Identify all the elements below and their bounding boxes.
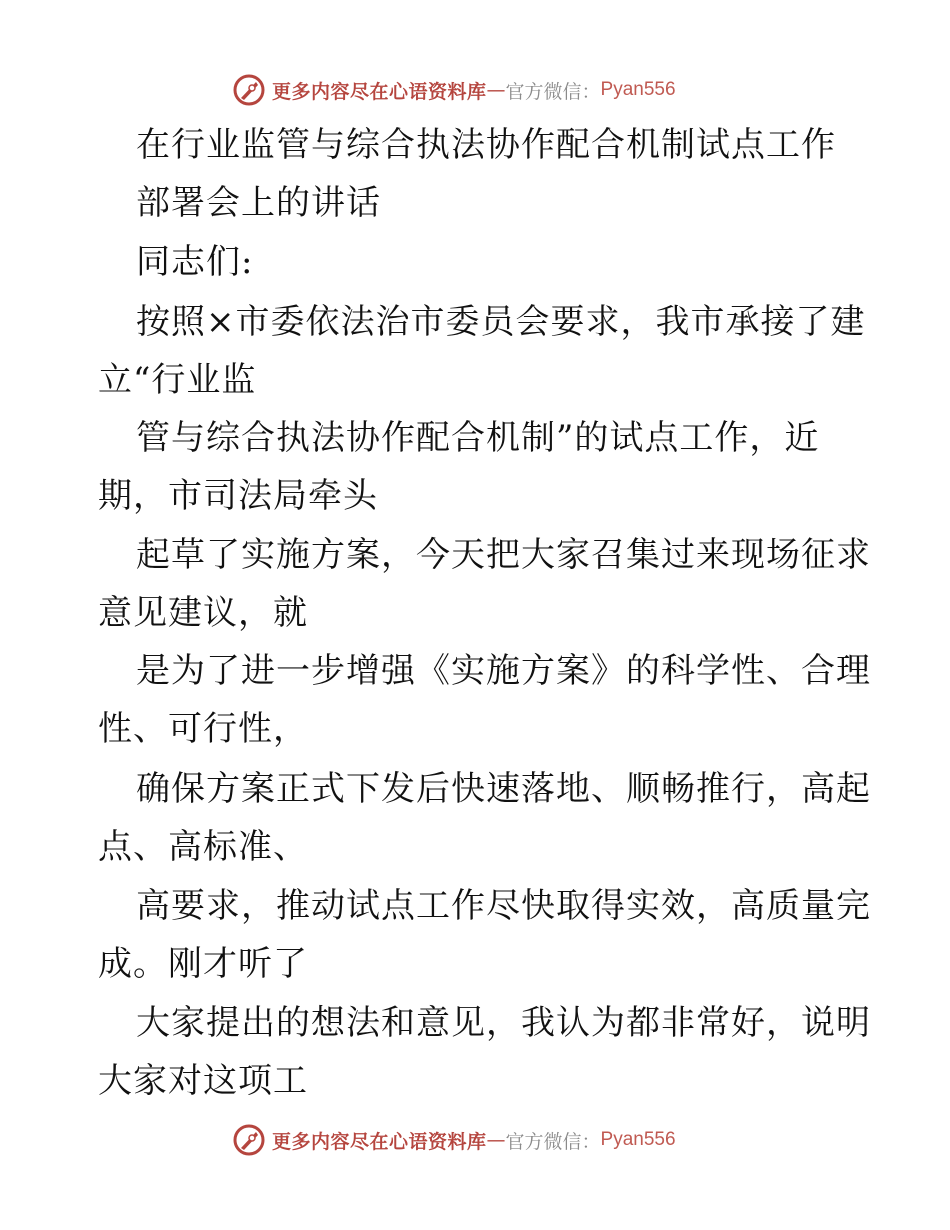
body-line: 期，市司法局牵头 [98,476,378,516]
document-title-line-2: 部署会上的讲话 [136,183,381,223]
watermark-dash: — [486,1129,506,1151]
body-line: 大家提出的想法和意见，我认为都非常好，说明 [136,1003,871,1043]
watermark-wechat-id: Pyan556 [600,79,676,100]
body-line: 是为了进一步增强《实施方案》的科学性、合理 [136,651,871,691]
body-line: 成。刚才听了 [98,944,308,984]
watermark-brand: 更多内容尽在心语资料库 [272,1130,487,1153]
header-watermark [232,70,676,110]
watermark-wechat-id: Pyan556 [600,1129,676,1150]
watermark-brand: 更多内容尽在心语资料库 [272,80,487,103]
body-line: 按照×市委依法治市委员会要求，我市承接了建 [136,302,866,342]
watermark-label: 官方微信： [505,80,601,103]
body-line: 起草了实施方案，今天把大家召集过来现场征求 [136,535,871,575]
body-line: 确保方案正式下发后快速落地、顺畅推行，高起 [136,769,871,809]
body-line: 性、可行性， [98,709,308,749]
salutation: 同志们: [136,242,254,282]
body-line: 高要求，推动试点工作尽快取得实效，高质量完 [136,886,871,926]
footer-watermark [232,1120,676,1160]
watermark-dash: — [486,79,506,101]
quill-seal-icon [232,1123,266,1157]
quill-seal-icon [232,73,266,107]
body-line: 意见建议，就 [98,593,308,633]
body-line: 立“行业监 [98,360,257,400]
watermark-label: 官方微信： [505,1130,601,1153]
body-line: 点、高标准、 [98,827,308,867]
body-line: 大家对这项工 [98,1061,308,1101]
body-line: 管与综合执法协作配合机制”的试点工作，近 [136,418,820,458]
document-title-line-1: 在行业监管与综合执法协作配合机制试点工作 [136,125,836,165]
